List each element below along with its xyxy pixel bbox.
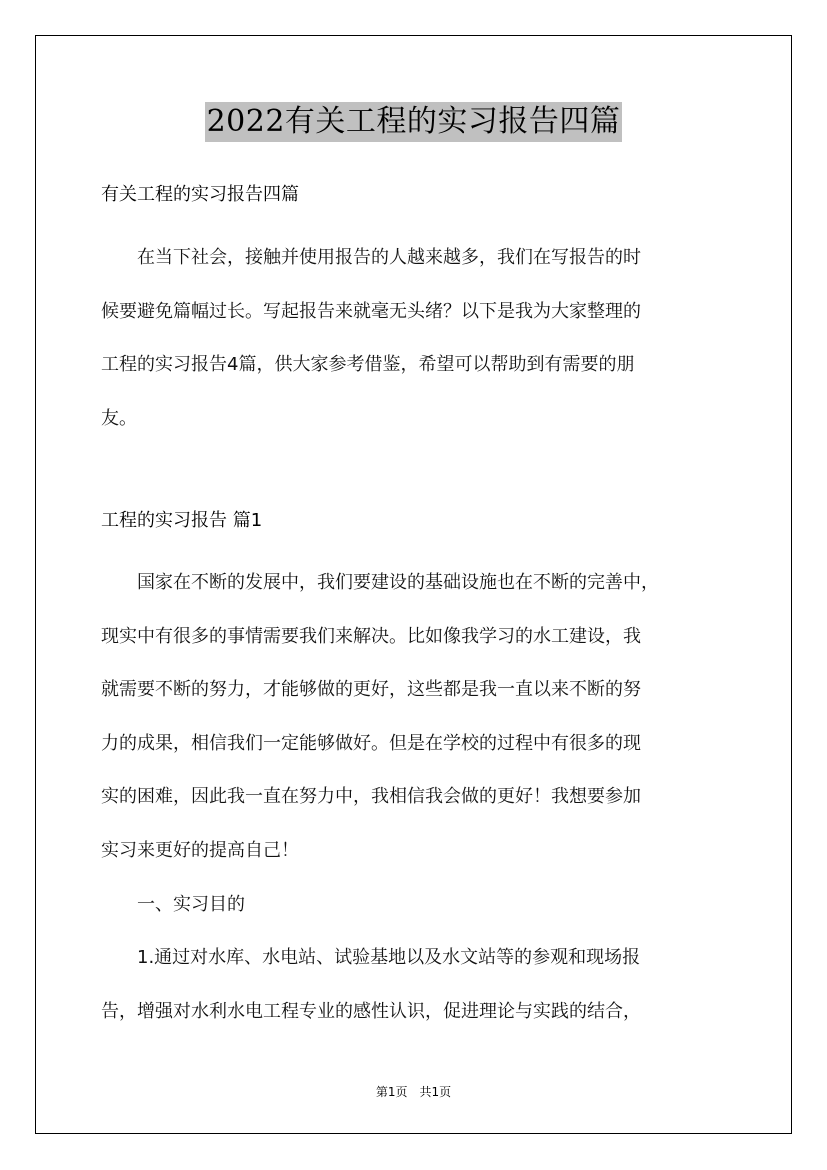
paragraph-line: 国家在不断的发展中，我们要建设的基础设施也在不断的完善中，: [101, 572, 659, 593]
paragraph-line: 一、实习目的: [101, 893, 245, 915]
paragraph-line: 实的困难，因此我一直在努力中，我相信我会做的更好！我想要参加: [101, 786, 641, 808]
section-heading: 工程的实习报告 篇1: [101, 510, 263, 531]
paragraph-line: 就需要不断的努力，才能够做的更好，这些都是我一直以来不断的努: [101, 679, 641, 701]
paragraph-line: 在当下社会，接触并使用报告的人越来越多，我们在写报告的时: [101, 247, 641, 268]
section-body: [101, 556, 727, 1038]
paragraph-line: 告，增强对水利水电工程专业的感性认识，促进理论与实践的结合，: [101, 1000, 641, 1022]
paragraph-line: 1.通过对水库、水电站、试验基地以及水文站等的参观和现场报: [101, 947, 641, 969]
document-subtitle: 有关工程的实习报告四篇: [101, 184, 299, 205]
paragraph-line: 候要避免篇幅过长。写起报告来就毫无头绪？以下是我为大家整理的: [101, 300, 641, 322]
paragraph-line: 友。: [101, 407, 137, 429]
paragraph-line: 实习来更好的提高自己！: [101, 839, 299, 861]
paragraph-line: 力的成果，相信我们一定能够做好。但是在学校的过程中有很多的现: [101, 732, 641, 754]
paragraph-line: 工程的实习报告4篇，供大家参考借鉴，希望可以帮助到有需要的朋: [101, 354, 635, 376]
page-footer: 第1页 共1页: [375, 1085, 452, 1099]
document-title: 2022有关工程的实习报告四篇: [205, 102, 623, 142]
intro-paragraph: [101, 231, 727, 445]
paragraph-line: 现实中有很多的事情需要我们来解决。比如像我学习的水工建设，我: [101, 625, 641, 647]
title-container: [0, 102, 827, 142]
